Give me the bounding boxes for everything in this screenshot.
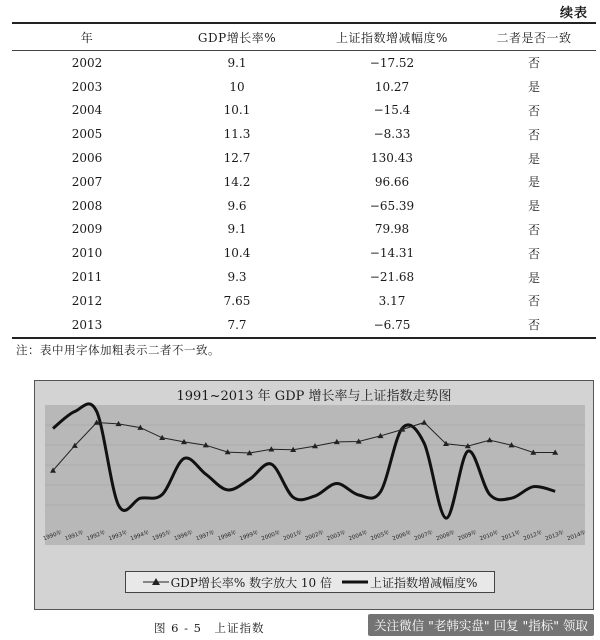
header-consistency: 二者是否一致 — [472, 23, 596, 51]
x-tick-label: 2007年 — [413, 529, 435, 543]
table-row — [12, 265, 596, 289]
cell-year: 2012 — [71, 293, 103, 308]
cell-year: 2006 — [71, 151, 103, 166]
cell-consistency: 否 — [527, 127, 540, 142]
cell-index-change: −15.4 — [373, 103, 411, 118]
header-index-change: 上证指数增减幅度% — [312, 23, 472, 51]
gdp-index-table — [12, 22, 596, 339]
cell-consistency: 否 — [527, 246, 540, 261]
legend-item-gdp — [143, 574, 332, 591]
x-tick-label: 2013年 — [544, 529, 566, 543]
legend-index-symbol-icon — [342, 577, 368, 587]
x-tick-label: 2005年 — [369, 529, 391, 543]
cell-gdp-growth: 9.3 — [227, 270, 247, 285]
cell-year: 2008 — [71, 198, 103, 213]
table-row — [12, 146, 596, 170]
x-tick-label: 2014年 — [566, 529, 587, 543]
x-tick-label: 2006年 — [391, 529, 413, 543]
cell-gdp-growth: 9.6 — [227, 198, 247, 213]
cell-year: 2010 — [71, 246, 103, 261]
x-tick-label: 1993年 — [107, 529, 129, 543]
x-tick-label: 1997年 — [195, 529, 216, 543]
figure-caption: 图 6 - 5 上证指数 — [154, 621, 265, 635]
legend-index-label: 上证指数增减幅度% — [370, 575, 478, 590]
table-row — [12, 122, 596, 146]
x-tick-label: 1990年 — [42, 529, 63, 543]
cell-consistency: 是 — [527, 199, 540, 214]
cell-consistency: 否 — [527, 103, 540, 118]
cell-gdp-growth: 11.3 — [223, 127, 251, 142]
legend-item-index — [342, 574, 477, 591]
x-tick-label: 2012年 — [522, 529, 544, 543]
table-row — [12, 75, 596, 99]
header-year: 年 — [12, 23, 162, 51]
cell-year: 2003 — [71, 79, 103, 94]
plot-area — [42, 405, 587, 545]
x-tick-label: 2004年 — [348, 529, 369, 543]
cell-index-change: 96.66 — [374, 174, 410, 189]
gdp-point-marker — [487, 437, 493, 442]
chart-title: 1991~2013 年 GDP 增长率与上证指数走势图 — [176, 389, 452, 404]
cell-index-change: −21.68 — [369, 270, 415, 285]
cell-consistency: 是 — [527, 80, 540, 95]
cell-gdp-growth: 7.65 — [223, 293, 251, 308]
cell-gdp-growth: 10.4 — [223, 246, 251, 261]
gdp-point-marker — [421, 420, 427, 425]
cell-consistency: 否 — [527, 222, 540, 237]
x-tick-label: 1994年 — [129, 529, 151, 543]
cell-index-change: 79.98 — [374, 222, 410, 237]
table-row — [12, 170, 596, 194]
cell-year: 2009 — [71, 222, 103, 237]
cell-gdp-growth: 12.7 — [223, 151, 251, 166]
cell-gdp-growth: 7.7 — [162, 313, 312, 338]
cell-consistency: 否 — [527, 294, 540, 309]
cell-index-change: −8.33 — [373, 127, 411, 142]
cell-consistency: 否 — [472, 313, 596, 338]
cell-year: 2005 — [71, 127, 103, 142]
watermark-banner: 关注微信 "老韩实盘" 回复 "指标" 领取 — [368, 614, 594, 636]
x-tick-label: 2002年 — [304, 529, 325, 543]
x-tick-label: 2011年 — [500, 529, 522, 543]
cell-index-change: 3.17 — [378, 293, 406, 308]
continued-label: 续表 — [559, 6, 588, 21]
cell-consistency: 是 — [527, 270, 540, 285]
cell-index-change: 130.43 — [371, 151, 413, 166]
table-row — [12, 241, 596, 265]
cell-consistency: 否 — [527, 56, 540, 71]
x-tick-label: 1996年 — [173, 529, 194, 543]
legend-gdp-symbol-icon — [143, 577, 169, 587]
x-tick-label: 2010年 — [479, 529, 500, 543]
chart-frame — [34, 380, 594, 610]
series-index-change-line — [53, 404, 555, 518]
cell-consistency: 是 — [527, 175, 540, 190]
x-tick-label: 2009年 — [457, 529, 478, 543]
x-tick-label: 1995年 — [151, 529, 173, 543]
cell-index-change: −17.52 — [369, 55, 415, 70]
cell-index-change: −14.31 — [369, 246, 415, 261]
header-gdp-growth: GDP增长率% — [162, 23, 312, 51]
cell-gdp-growth: 10 — [229, 79, 245, 94]
cell-year: 2004 — [71, 103, 103, 118]
cell-year: 2011 — [71, 270, 103, 285]
cell-index-change: −65.39 — [369, 198, 415, 213]
x-tick-label: 2003年 — [326, 529, 347, 543]
legend-gdp-label: GDP增长率% 数字放大 10 倍 — [170, 575, 332, 590]
table-header-row — [12, 23, 596, 51]
x-tick-label: 2001年 — [282, 529, 304, 543]
x-tick-label: 1998年 — [217, 529, 238, 543]
table-row — [12, 194, 596, 218]
table-row — [12, 313, 596, 338]
x-tick-label: 1991年 — [64, 529, 85, 543]
cell-index-change: −6.75 — [312, 313, 472, 338]
table-row — [12, 289, 596, 313]
table-note: 注：表中用字体加粗表示二者不一致。 — [16, 343, 220, 357]
cell-gdp-growth: 14.2 — [223, 174, 251, 189]
cell-consistency: 是 — [527, 151, 540, 166]
gdp-point-marker — [159, 435, 165, 440]
table-row — [12, 99, 596, 123]
series-gdp-growth-line — [53, 423, 555, 471]
cell-year: 2007 — [71, 174, 103, 189]
cell-gdp-growth: 9.1 — [227, 222, 247, 237]
cell-gdp-growth: 10.1 — [223, 103, 251, 118]
x-tick-label: 1999年 — [238, 529, 260, 543]
cell-gdp-growth: 9.1 — [227, 55, 247, 70]
table-row — [12, 218, 596, 242]
cell-year: 2013 — [12, 313, 162, 338]
x-tick-label: 1992年 — [86, 529, 107, 543]
cell-year: 2002 — [71, 55, 103, 70]
x-tick-label: 2008年 — [435, 529, 456, 543]
chart-legend — [125, 571, 495, 593]
cell-index-change: 10.27 — [374, 79, 410, 94]
table-row — [12, 51, 596, 75]
x-tick-label: 2000年 — [260, 529, 282, 543]
